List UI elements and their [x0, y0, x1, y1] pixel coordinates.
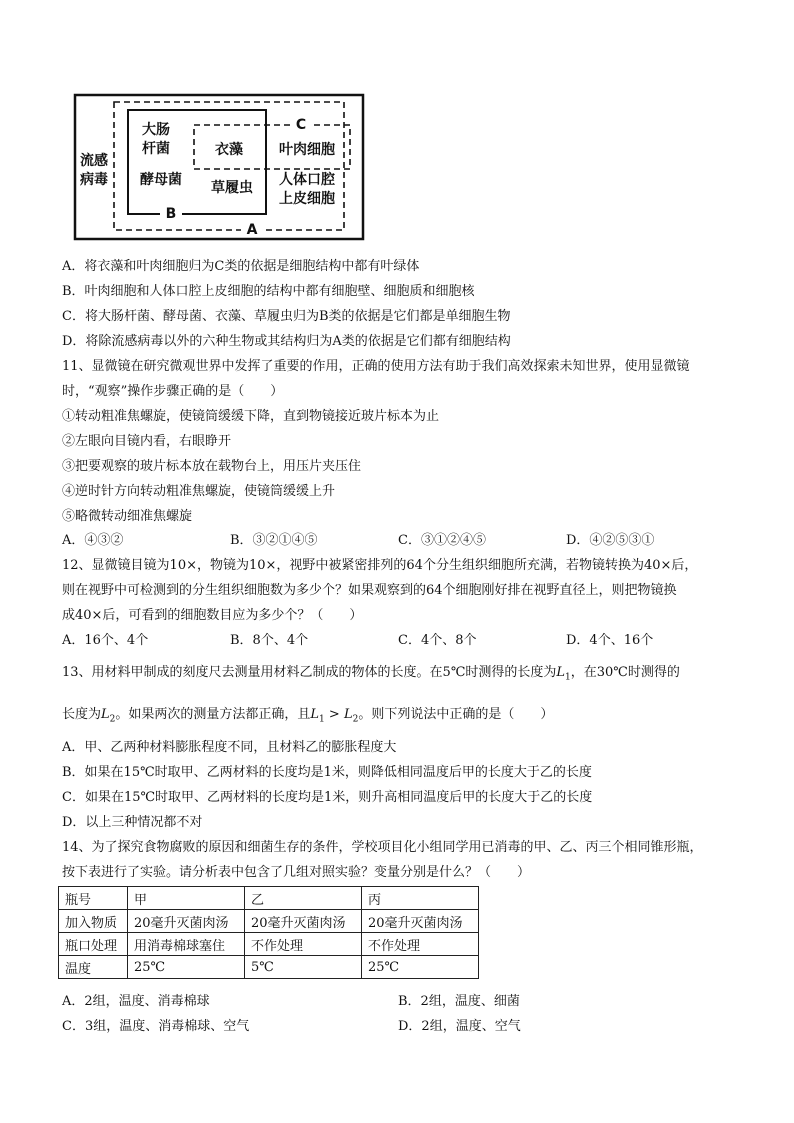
greater-than: > — [324, 707, 344, 722]
q14-option-a: A．2组，温度、消毒棉球 — [62, 994, 210, 1009]
q11-step-1: ①转动粗准焦螺旋，使镜筒缓缓下降，直到物镜接近玻片标本为止 — [62, 409, 440, 424]
q13-option-a: A．甲、乙两种材料膨胀程度不同，且材料乙的膨胀程度大 — [62, 740, 397, 755]
table-cell: 20毫升灭菌肉汤 — [128, 910, 245, 933]
l2-subscript: 2 — [109, 714, 116, 725]
label-a: A — [246, 222, 258, 238]
table-cell: 瓶口处理 — [59, 933, 128, 956]
leafcell-label: 叶肉细胞 — [279, 142, 335, 158]
q13-option-b: B．如果在15℃时取甲、乙两材料的长度均是1米，则降低相同温度后甲的长度大于乙的长度 — [62, 765, 592, 780]
table-cell: 不作处理 — [245, 933, 362, 956]
table-cell: 温度 — [59, 956, 128, 979]
cheek-label-2: 上皮细胞 — [279, 191, 335, 207]
q11-step-4: ④逆时针方向转动粗准焦螺旋，使镜筒缓缓上升 — [62, 484, 336, 499]
l1-subscript: 1 — [565, 672, 571, 683]
q12-stem-2: 则在视野中可检测到的分生组织细胞数为多少个？如果观察到的64个细胞刚好排在视野直径上，则把物镜换 — [62, 583, 677, 598]
ecoli-label-1: 大肠 — [142, 122, 170, 138]
label-c: C — [295, 117, 307, 133]
q14-stem-1: 14、为了探究食物腐败的原因和细菌生存的条件，学校项目化小组同学用已消毒的甲、乙、丙三个相同锥形瓶， — [62, 840, 703, 855]
experiment-table — [58, 886, 479, 979]
l2-symbol-2: L — [343, 707, 353, 722]
q12-option-b: B．8个、4个 — [230, 633, 309, 648]
table-cell: 丙 — [362, 887, 479, 910]
q11-option-a: A．④③② — [62, 533, 124, 548]
q14-option-d: D．2组，温度、空气 — [398, 1019, 521, 1034]
table-cell: 25℃ — [362, 956, 479, 979]
table-cell: 甲 — [128, 887, 245, 910]
q10-option-d: D．将除流感病毒以外的六种生物或其结构归为A类的依据是它们都有细胞结构 — [62, 334, 511, 349]
q13-stem-1 — [62, 664, 680, 687]
cheek-label-1: 人体口腔 — [279, 172, 335, 188]
q13-stem-1a: 13、用材料甲制成的刻度尺去测量用材料乙制成的物体的长度。在5℃时测得的长度为 — [62, 665, 557, 680]
q14-option-c: C．3组，温度、消毒棉球、空气 — [62, 1019, 250, 1034]
q13-stem-2 — [62, 706, 553, 729]
diagram-figure — [72, 92, 366, 244]
l1-symbol-2: L — [310, 707, 320, 722]
q11-step-5: ⑤略微转动细准焦螺旋 — [62, 509, 193, 524]
q12-option-a: A．16个、4个 — [62, 633, 149, 648]
table-cell: 瓶号 — [59, 887, 128, 910]
q12-stem-3: 成40×后，可看到的细胞数目应为多少个？（ ） — [62, 608, 363, 623]
q11-stem-2: 时，“观察”操作步骤正确的是（ ） — [62, 384, 284, 399]
q11-option-c: C．③①②④⑤ — [398, 533, 486, 548]
table-cell: 20毫升灭菌肉汤 — [362, 910, 479, 933]
yeast-label: 酵母菌 — [140, 172, 182, 188]
label-b: B — [165, 206, 177, 222]
table-cell: 25℃ — [128, 956, 245, 979]
q13-option-d: D．以上三种情况都不对 — [62, 815, 203, 830]
table-cell: 加入物质 — [59, 910, 128, 933]
q13-stem-2a: 长度为 — [62, 707, 102, 722]
q11-stem-1: 11、显微镜在研究微观世界中发挥了重要的作用，正确的使用方法有助于我们高效探索未知世界，使用显微镜 — [62, 359, 690, 374]
q13-option-c: C．如果在15℃时取甲、乙两材料的长度均是1米，则升高相同温度后甲的长度大于乙的长度 — [62, 790, 593, 805]
algae-label: 衣藻 — [215, 142, 243, 158]
q13-stem-2c: 。则下列说法中正确的是（ ） — [358, 707, 554, 722]
table-row — [59, 933, 479, 956]
table-cell: 用消毒棉球塞住 — [128, 933, 245, 956]
paramecium-label: 草履虫 — [211, 180, 253, 196]
q13-stem-1b: ，在30℃时测得的 — [570, 665, 680, 680]
virus-label-1: 流感 — [80, 153, 108, 169]
q11-step-3: ③把要观察的玻片标本放在载物台上，用压片夹压住 — [62, 459, 362, 474]
table-cell: 20毫升灭菌肉汤 — [245, 910, 362, 933]
virus-label-2: 病毒 — [80, 172, 108, 188]
l1-symbol: L — [556, 665, 565, 680]
q12-option-d: D．4个、16个 — [566, 633, 654, 648]
classification-diagram — [72, 92, 366, 244]
q10-option-c: C．将大肠杆菌、酵母菌、衣藻、草履虫归为B类的依据是它们都是单细胞生物 — [62, 309, 511, 324]
q14-stem-2: 按下表进行了实验。请分析表中包含了几组对照实验？变量分别是什么？（ ） — [62, 865, 531, 880]
table-row — [59, 887, 479, 910]
q13-stem-2b: 。如果两次的测量方法都正确，且 — [115, 707, 311, 722]
q14-option-b: B．2组，温度、细菌 — [398, 994, 520, 1009]
q11-step-2: ②左眼向目镜内看，右眼睁开 — [62, 434, 232, 449]
l2-subscript-2: 2 — [352, 714, 359, 725]
table-cell: 乙 — [245, 887, 362, 910]
q12-stem-1: 12、显微镜目镜为10×，物镜为10×，视野中被紧密排列的64个分生组织细胞所充满，若物镜转换为40×后， — [62, 558, 698, 573]
l1-subscript-2: 1 — [319, 714, 325, 725]
q10-option-b: B．叶肉细胞和人体口腔上皮细胞的结构中都有细胞壁、细胞质和细胞核 — [62, 284, 475, 299]
table-row — [59, 956, 479, 979]
q11-option-d: D．④②⑤③① — [566, 533, 655, 548]
q12-option-c: C．4个、8个 — [398, 633, 477, 648]
l2-symbol: L — [101, 707, 110, 722]
q10-option-a: A．将衣藻和叶肉细胞归为C类的依据是细胞结构中都有叶绿体 — [62, 259, 420, 274]
ecoli-label-2: 杆菌 — [142, 141, 170, 157]
table-row — [59, 910, 479, 933]
q11-option-b: B．③②①④⑤ — [230, 533, 318, 548]
table-cell: 不作处理 — [362, 933, 479, 956]
table-cell: 5℃ — [245, 956, 362, 979]
